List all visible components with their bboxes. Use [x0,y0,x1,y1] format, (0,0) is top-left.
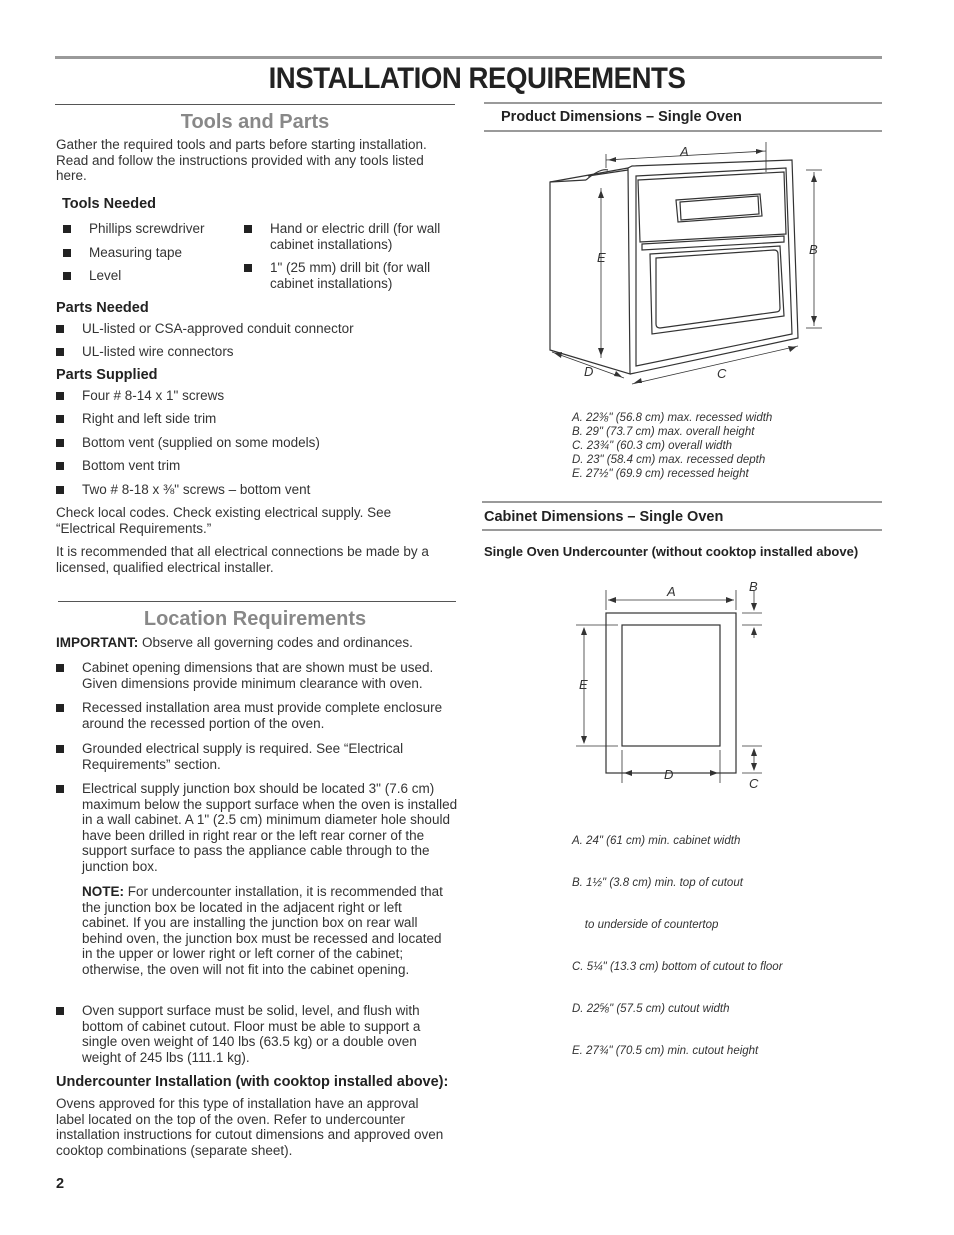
cab-label-c: C [749,776,759,791]
product-dim-rule-bottom [484,130,882,132]
location-rule [58,601,456,602]
tools-parts-heading: Tools and Parts [180,111,330,133]
list-item: Grounded electrical supply is required. See “Electrical Requirements” section. [56,741,456,772]
undercounter-text: Ovens approved for this type of installation have an approval label located on the top of the oven. Refer to undercounter installation instructions for cutout dimensions and approved oven cooktop combinations (separate sheet). [56,1096,444,1158]
product-caption: A. 22⅜" (56.8 cm) max. recessed width B. 29" (73.7 cm) max. overall height C. 23¾" (60.3 cm) overall width D. 23" (58.4 cm) max. recessed depth E. 27½" (69.9 cm) recessed height [572,412,773,480]
cabinet-dim-subheading: Single Oven Undercounter (without cooktop installed above) [484,544,859,559]
list-item: Oven support surface must be solid, level, and flush with bottom of cabinet cutout. Floor must be able to support a single oven weight of 140 lbs (63.5 kg) or a double oven weight of 245 lbs (111.1 kg). [56,1003,450,1065]
location-heading: Location Requirements [143,608,367,630]
recommend-text: It is recommended that all electrical connections be made by a licensed, qualified electrical installer. [56,544,429,575]
tools-parts-rule [55,104,455,105]
dim-label-a: A [680,144,689,159]
list-item: Level [63,268,233,284]
list-item: 1" (25 mm) drill bit (for wall cabinet installations) [244,260,444,291]
tools-parts-intro: Gather the required tools and parts before starting installation. Read and follow the instructions provided with any tools listed here. [56,137,427,184]
cab-label-b: B [749,579,758,594]
bullet-icon [56,415,64,423]
list-item: Cabinet opening dimensions that are shown must be used. Given dimensions provide minimum clearance with oven. [56,660,456,691]
bullet-icon [244,225,252,233]
list-item: Hand or electric drill (for wall cabinet installations) [244,221,444,252]
list-item: UL-listed wire connectors [56,344,454,360]
cabinet-dim-heading: Cabinet Dimensions – Single Oven [484,509,724,525]
list-item: Two # 8-18 x ⅜" screws – bottom vent [56,482,454,498]
product-dim-heading: Product Dimensions – Single Oven [501,109,742,125]
list-item: Bottom vent trim [56,458,454,474]
list-item: Electrical supply junction box should be located 3" (7.6 cm) maximum below the support surface when the oven is installed in a wall cabinet. A 1" (2.5 cm) minimum diameter hole should have been drilled in right rear or the left rear corner of the support surface to pass the appliance cable through to the junction box. [56,781,458,875]
bullet-icon [56,1007,64,1015]
list-item: Phillips screwdriver [63,221,233,237]
bullet-icon [56,439,64,447]
dim-label-b: B [809,242,818,257]
list-item: Four # 8-14 x 1" screws [56,388,454,404]
bullet-icon [56,664,64,672]
top-rule [55,56,882,59]
list-item: UL-listed or CSA-approved conduit connector [56,321,454,337]
bullet-icon [56,785,64,793]
bullet-icon [56,462,64,470]
note-text: NOTE: For undercounter installation, it is recommended that the junction box be located in the adjacent right or left cabinet. If you are installing the junction box on rear wall behind oven, the junction box must be recessed and located in the upper or lower right or left corner of the cabinet; otherwise, the oven will not fit into the cabinet opening. [82,884,443,977]
bullet-icon [56,325,64,333]
dim-label-d: D [584,364,594,379]
product-dim-rule-top [484,102,882,104]
tools-needed-heading: Tools Needed [62,196,156,212]
parts-supplied-heading: Parts Supplied [56,367,158,383]
cab-label-e: E [579,677,588,692]
dim-label-e: E [597,250,606,265]
oven-dimension-diagram [540,138,840,398]
list-item: Measuring tape [63,245,233,261]
cabinet-dimension-diagram [570,578,770,788]
page-number: 2 [56,1176,65,1192]
parts-needed-heading: Parts Needed [56,300,149,316]
important-text: IMPORTANT: Observe all governing codes and ordinances. [56,635,413,650]
bullet-icon [56,348,64,356]
list-item: Right and left side trim [56,411,454,427]
bullet-icon [56,704,64,712]
list-item: Recessed installation area must provide complete enclosure around the recessed portion of the oven. [56,700,456,731]
cabinet-dim-rule-bottom [482,529,882,531]
cabinet-dim-rule-top [482,501,882,503]
bullet-icon [244,264,252,272]
bullet-icon [56,486,64,494]
check-codes-text: Check local codes. Check existing electrical supply. See “Electrical Requirements.” [56,505,392,536]
undercounter-heading: Undercounter Installation (with cooktop installed above): [56,1074,449,1090]
bullet-icon [56,745,64,753]
bullet-icon [63,225,71,233]
bullet-icon [63,272,71,280]
bullet-icon [56,392,64,400]
list-item: Bottom vent (supplied on some models) [56,435,454,451]
cab-label-a: A [667,584,676,599]
dim-label-c: C [717,366,727,381]
bullet-icon [63,249,71,257]
cab-label-d: D [664,767,674,782]
cabinet-caption: A. 24" (61 cm) min. cabinet width B. 1½" (3.8 cm) min. top of cutout to underside of countertop C. 5¼" (13.3 cm) bottom of cutout to floor D. 22⅝" (57.5 cm) cutout width E. 27¾" (70.5 cm) min. cutout height [572,835,783,1057]
page-title: INSTALLATION REQUIREMENTS [268,62,686,95]
